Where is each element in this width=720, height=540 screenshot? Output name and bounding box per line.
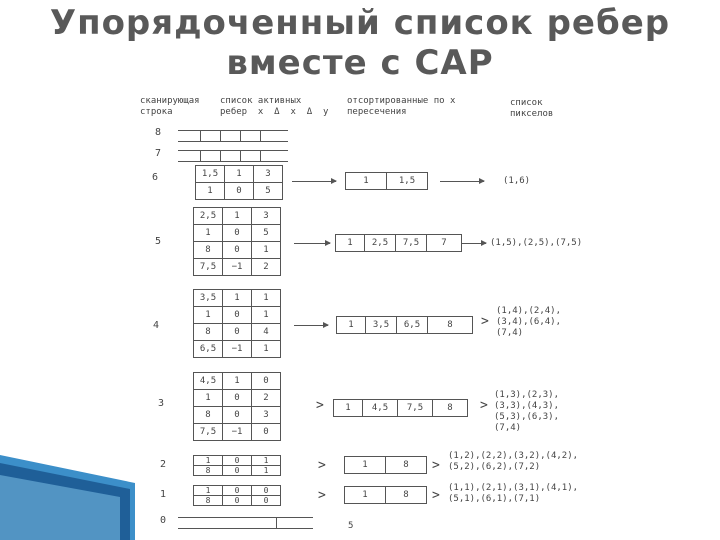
decorative-corner-shape [0,455,135,540]
aet-cell: 6,5 [194,341,223,358]
pixel-list-4: (1,4),(2,4), (3,4),(6,4), (7,4) [496,306,562,338]
pixel-list-5: (1,5),(2,5),(7,5) [490,238,583,248]
aet-cell: 0 [223,466,252,476]
aet-cell: 0 [252,486,281,496]
aet-cell: 1 [252,456,281,466]
aet-cell: 5 [252,225,281,242]
scanline-bar-8 [178,130,288,142]
header-active-edges: список активных ребер x Δ x Δ y [220,96,329,117]
aet-cell: 2 [252,259,281,276]
slide-title-line1: Упорядоченный список ребер [49,3,671,43]
sorted-list-6 [345,172,428,190]
sorted-cell: 1 [346,173,387,190]
slide-title-line2: вместе с САР [226,43,494,83]
sorted-cell: 1,5 [387,173,428,190]
sorted-list-1 [344,486,427,504]
aet-cell: 0 [223,486,252,496]
sorted-cell: 1 [336,235,365,252]
row-label-2: 2 [160,459,167,470]
aet-cell: 7,5 [194,259,223,276]
aet-cell: 3,5 [194,290,223,307]
sorted-cell: 7,5 [398,400,433,417]
arrow-icon: > [318,488,326,503]
aet-cell: 0 [223,225,252,242]
aet-cell: −1 [223,424,252,441]
row-label-3: 3 [158,398,165,409]
active-edge-table-2 [193,455,281,476]
arrow-icon: > [481,314,489,329]
sorted-list-2 [344,456,427,474]
aet-cell: 1 [223,290,252,307]
sorted-cell: 2,5 [365,235,396,252]
aet-cell: 8 [194,324,223,341]
arrow-icon: > [432,458,440,473]
active-edge-table-6 [195,165,283,200]
scanline-bar-0 [178,517,313,529]
aet-cell: 1 [252,466,281,476]
aet-cell: 1 [194,456,223,466]
aet-cell: 8 [194,466,223,476]
aet-cell: 0 [223,242,252,259]
sorted-cell: 1 [345,487,386,504]
active-edge-table-5 [193,207,281,276]
sorted-cell: 8 [386,487,427,504]
row-label-4: 4 [153,320,160,331]
header-sorted: отсортированные по x пересечения [347,96,456,117]
arrow-icon [292,181,336,182]
aet-cell: 1 [225,166,254,183]
pixel-list-6: (1,6) [503,176,531,186]
aet-cell: 1 [252,341,281,358]
sorted-cell: 1 [337,317,366,334]
aet-cell: 1 [196,183,225,200]
sorted-list-5 [335,234,462,252]
header-pixels: список пикселов [510,98,554,119]
arrow-icon [294,243,330,244]
sorted-cell: 8 [428,317,473,334]
aet-cell: 0 [252,424,281,441]
arrow-icon: > [480,398,488,413]
aet-cell: 1 [252,307,281,324]
active-edge-table-1 [193,485,281,506]
row-label-5: 5 [155,236,162,247]
aet-cell: 1,5 [196,166,225,183]
aet-cell: −1 [223,341,252,358]
aet-cell: 4,5 [194,373,223,390]
aet-cell: 2 [252,390,281,407]
aet-cell: 3 [254,166,283,183]
sorted-cell: 3,5 [366,317,397,334]
aet-cell: 0 [223,324,252,341]
aet-cell: 0 [252,373,281,390]
aet-cell: 4 [252,324,281,341]
aet-cell: 1 [223,208,252,225]
aet-cell: 0 [223,496,252,506]
arrow-icon [462,243,486,244]
sorted-cell: 8 [386,457,427,474]
sorted-cell: 7 [427,235,462,252]
sorted-cell: 6,5 [397,317,428,334]
aet-cell: 1 [223,373,252,390]
row-label-0: 0 [160,515,167,526]
pixel-list-1: (1,1),(2,1),(3,1),(4,1), (5,1),(6,1),(7,1) [448,483,579,504]
aet-cell: 3 [252,407,281,424]
aet-cell: −1 [223,259,252,276]
aet-cell: 0 [223,307,252,324]
aet-cell: 1 [194,486,223,496]
aet-cell: 8 [194,407,223,424]
aet-cell: 0 [225,183,254,200]
scanline-bar-7 [178,150,288,162]
aet-cell: 1 [194,225,223,242]
aet-cell: 3 [252,208,281,225]
sorted-note-0: 5 [348,521,354,531]
sorted-cell: 8 [433,400,468,417]
row-label-7: 7 [155,148,162,159]
arrow-icon [440,181,484,182]
aet-cell: 0 [223,407,252,424]
aet-cell: 0 [252,496,281,506]
aet-cell: 8 [194,496,223,506]
row-label-8: 8 [155,127,162,138]
row-label-6: 6 [152,172,159,183]
pixel-list-2: (1,2),(2,2),(3,2),(4,2), (5,2),(6,2),(7,2) [448,451,579,472]
sorted-cell: 4,5 [363,400,398,417]
aet-cell: 0 [223,456,252,466]
aet-cell: 8 [194,242,223,259]
header-scanline: сканирующая строка [140,96,200,117]
aet-cell: 0 [223,390,252,407]
aet-cell: 7,5 [194,424,223,441]
active-edge-table-4 [193,289,281,358]
arrow-icon: > [432,488,440,503]
aet-cell: 1 [194,307,223,324]
active-edge-table-3 [193,372,281,441]
pixel-list-3: (1,3),(2,3), (3,3),(4,3), (5,3),(6,3), (7,4) [494,390,560,433]
sorted-cell: 1 [334,400,363,417]
sorted-list-4 [336,316,473,334]
aet-cell: 2,5 [194,208,223,225]
arrow-icon [294,325,328,326]
arrow-icon: > [316,398,324,413]
sorted-list-3 [333,399,468,417]
aet-cell: 1 [194,390,223,407]
sorted-cell: 7,5 [396,235,427,252]
aet-cell: 1 [252,242,281,259]
aet-cell: 5 [254,183,283,200]
aet-cell: 1 [252,290,281,307]
arrow-icon: > [318,458,326,473]
row-label-1: 1 [160,489,167,500]
sorted-cell: 1 [345,457,386,474]
